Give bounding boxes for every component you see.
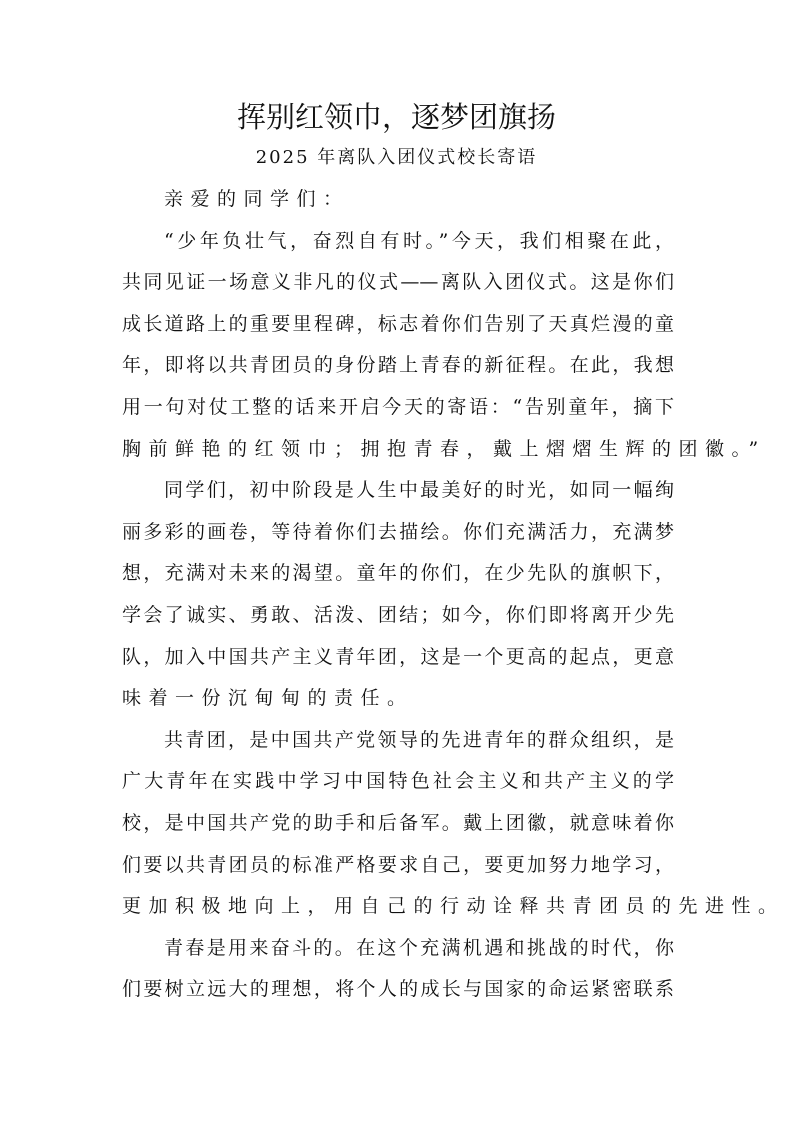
text-line: 共青团，是中国共产党领导的先进青年的群众组织，是	[164, 728, 674, 751]
text-line: 青春是用来奋斗的。在这个充满机遇和挑战的时代，你	[164, 936, 674, 959]
paragraph	[122, 221, 766, 471]
text-line: 校，是中国共产党的助手和后备军。戴上团徽，就意味着你	[122, 811, 674, 834]
text-line: 成长道路上的重要里程碑，标志着你们告别了天真烂漫的童	[122, 312, 674, 335]
text-line: 用一句对仗工整的话来开启今天的寄语：“告别童年，摘下	[122, 395, 674, 418]
text-line: 丽多彩的画卷，等待着你们去描绘。你们充满活力，充满梦	[122, 520, 674, 543]
text-line: 味着一份沉甸甸的责任。	[122, 687, 414, 710]
text-line: “少年负壮气，奋烈自有时。”今天，我们相聚在此，	[164, 229, 674, 252]
text-line: 亲爱的同学们：	[164, 188, 350, 210]
text-line: 队，加入中国共产主义青年团，这是一个更高的起点，更意	[122, 645, 674, 668]
text-line: 学会了诚实、勇敢、活泼、团结；如今，你们即将离开少先	[122, 603, 674, 626]
paragraph	[122, 470, 674, 720]
text-line: 们要以共青团员的标准严格要求自己，要更加努力地学习，	[122, 853, 674, 876]
paragraph	[122, 928, 674, 1011]
text-line: 胸前鲜艳的红领巾；拥抱青春，戴上熠熠生辉的团徽。”	[122, 437, 766, 460]
text-line: 年，即将以共青团员的身份踏上青春的新征程。在此，我想	[122, 354, 674, 377]
text-line: 想，充满对未来的渴望。童年的你们，在少先队的旗帜下，	[122, 562, 674, 585]
text-line: 广大青年在实践中学习中国特色社会主义和共产主义的学	[122, 770, 674, 793]
text-line: 们要树立远大的理想，将个人的成长与国家的命运紧密联系	[122, 978, 674, 1001]
salutation	[122, 179, 674, 221]
document-body	[122, 179, 785, 1011]
document-subtitle: 2025 年离队入团仪式校长寄语	[255, 147, 538, 168]
text-line: 共同见证一场意义非凡的仪式——离队入团仪式。这是你们	[122, 271, 674, 294]
document-title: 挥别红领巾，逐梦团旗扬	[236, 100, 556, 134]
paragraph	[122, 720, 785, 928]
text-line: 同学们，初中阶段是人生中最美好的时光，如同一幅绚	[164, 479, 674, 502]
text-line: 更加积极地向上，用自己的行动诠释共青团员的先进性。	[122, 895, 785, 918]
